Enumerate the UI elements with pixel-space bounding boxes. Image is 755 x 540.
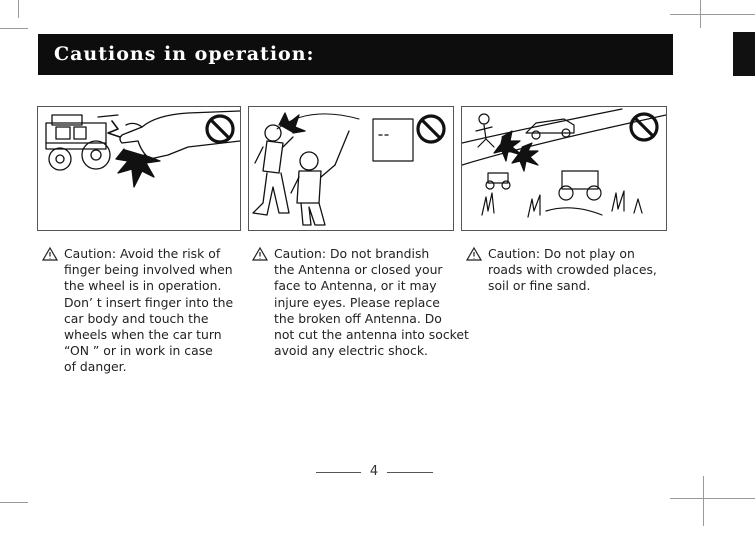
crop-mark xyxy=(0,28,28,29)
crop-mark xyxy=(700,0,701,28)
illustration-finger-in-wheel xyxy=(37,106,241,231)
crop-mark xyxy=(670,14,755,15)
prohibited-icon xyxy=(631,114,657,140)
prohibited-icon xyxy=(418,116,444,142)
caution-antenna xyxy=(252,246,469,359)
caution-finger xyxy=(42,246,247,375)
page-title: Cautions in operation: xyxy=(38,34,673,75)
warning-triangle-icon xyxy=(42,247,58,261)
crop-mark xyxy=(0,502,28,503)
page-number: 4 xyxy=(369,464,379,479)
side-tab xyxy=(733,32,755,76)
caution-text: Caution: Do not brandish the Antenna or closed your face to Antenna, or it may injure eyes. Please replace the broken off Antenna. Do not cut the antenna into socket avoid any electric shock. xyxy=(274,246,469,359)
footer-rule xyxy=(316,472,361,473)
caution-text: Caution: Do not play on roads with crowded places, soil or fine sand. xyxy=(488,246,657,294)
crop-mark xyxy=(703,476,704,526)
caution-road xyxy=(466,246,676,295)
warning-triangle-icon xyxy=(252,247,268,261)
caution-text: Caution: Avoid the risk of finger being involved when the wheel is in operation. Don’ t insert finger into the car body and touch the wheels when the car turn “ON ” or in work in case of danger. xyxy=(64,246,234,375)
illustration-brandish-antenna xyxy=(248,106,454,231)
prohibited-icon xyxy=(207,116,233,142)
crop-mark xyxy=(18,0,19,18)
warning-triangle-icon xyxy=(466,247,482,261)
crop-mark xyxy=(670,498,755,499)
illustration-crowded-road xyxy=(461,106,667,231)
footer-rule xyxy=(387,472,433,473)
